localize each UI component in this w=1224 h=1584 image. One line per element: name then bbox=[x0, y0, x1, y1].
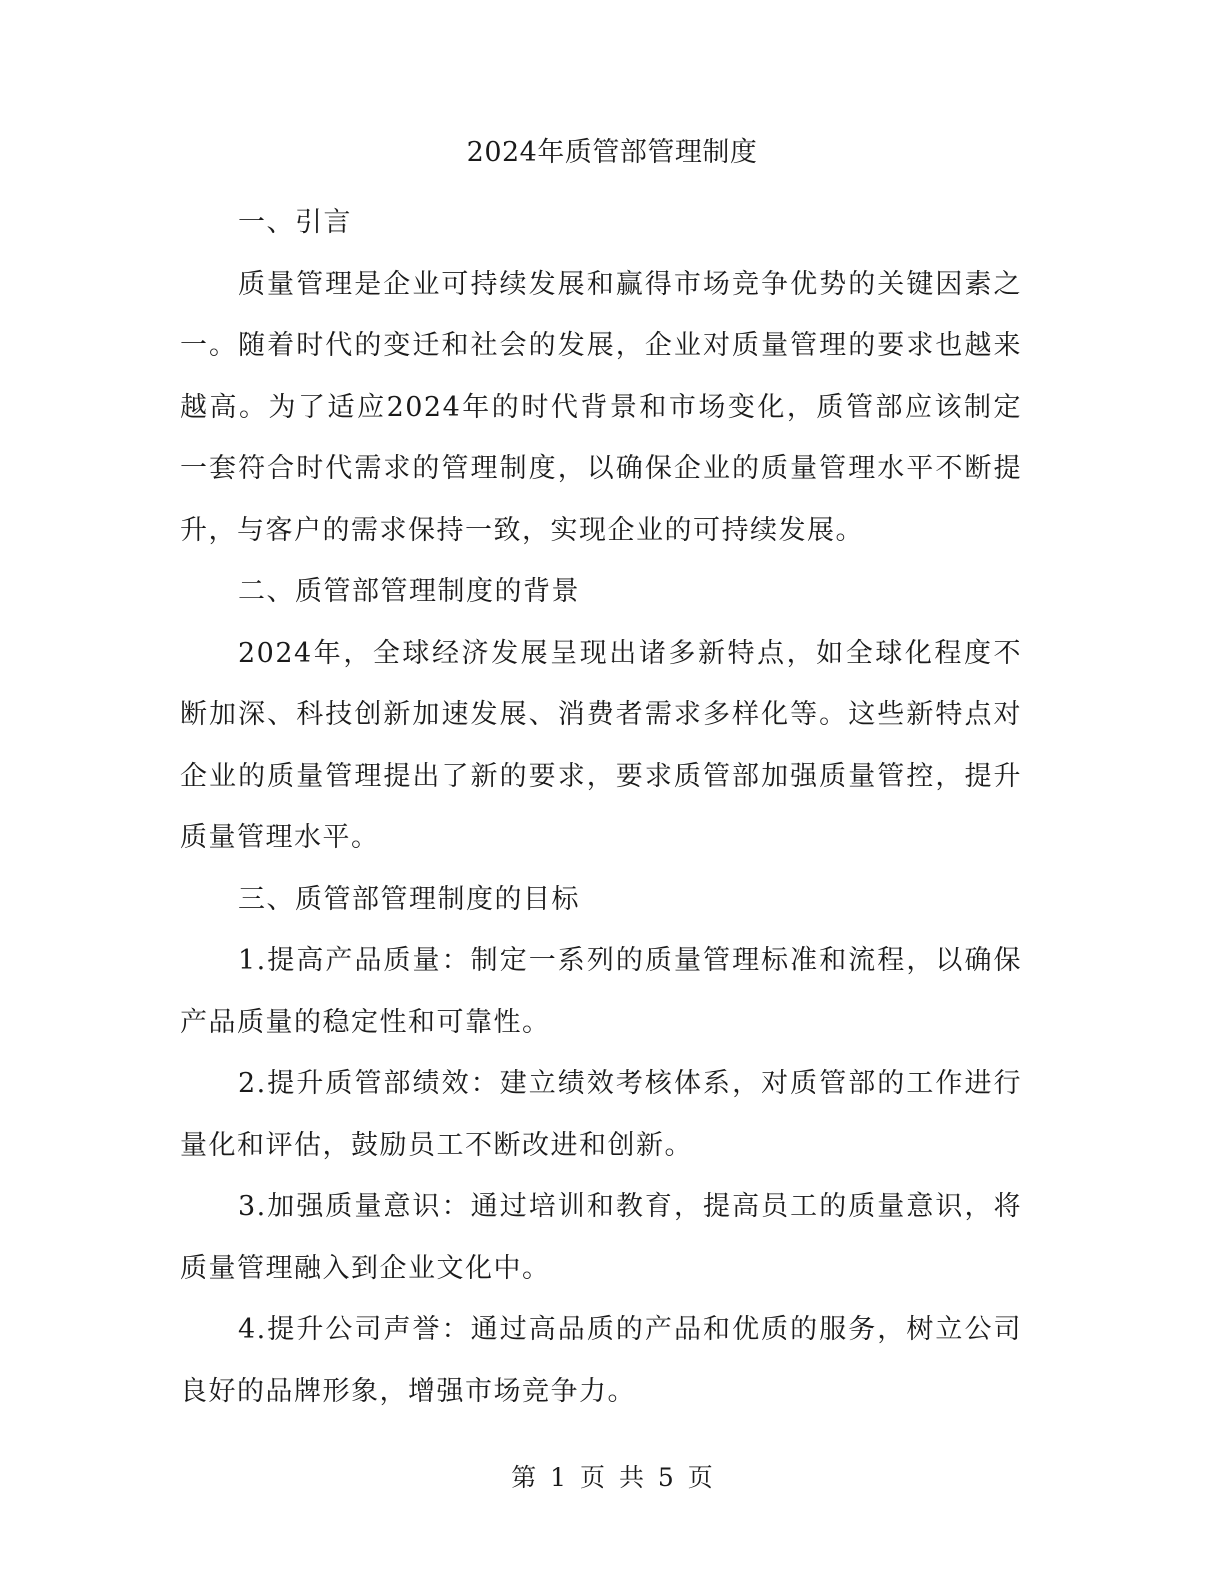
paragraph-intro: 质量管理是企业可持续发展和赢得市场竞争优势的关键因素之一。随着时代的变迁和社会的发展，企业对质量管理的要求也越来越高。为了适应2024年的时代背景和市场变化，质管部应该制定一套符合时代需求的管理制度，以确保企业的质量管理水平不断提升，与客户的需求保持一致，实现企业的可持续发展。 bbox=[180, 268, 1022, 546]
goal-item-3: 3.加强质量意识：通过培训和教育，提高员工的质量意识，将质量管理融入到企业文化中。 bbox=[180, 1191, 1022, 1284]
goal-item-2: 2.提升质管部绩效：建立绩效考核体系，对质管部的工作进行量化和评估，鼓励员工不断改进和创新。 bbox=[180, 1068, 1022, 1161]
section-heading-goals: 三、质管部管理制度的目标 bbox=[238, 883, 580, 915]
section-heading-intro: 一、引言 bbox=[238, 207, 352, 238]
paragraph-background: 2024年，全球经济发展呈现出诸多新特点，如全球化程度不断加深、科技创新加速发展、消费者需求多样化等。这些新特点对企业的质量管理提出了新的要求，要求质管部加强质量管控，提升质量管理水平。 bbox=[180, 637, 1022, 853]
document-title: 2024年质管部管理制度 bbox=[466, 137, 758, 168]
goal-item-1: 1.提高产品质量：制定一系列的质量管理标准和流程，以确保产品质量的稳定性和可靠性。 bbox=[180, 945, 1022, 1038]
document-body bbox=[180, 192, 1022, 1422]
goal-item-4: 4.提升公司声誉：通过高品质的产品和优质的服务，树立公司良好的品牌形象，增强市场竞争力。 bbox=[180, 1314, 1022, 1407]
section-heading-background: 二、质管部管理制度的背景 bbox=[238, 576, 580, 607]
page-footer: 第 1 页 共 5 页 bbox=[511, 1463, 713, 1492]
